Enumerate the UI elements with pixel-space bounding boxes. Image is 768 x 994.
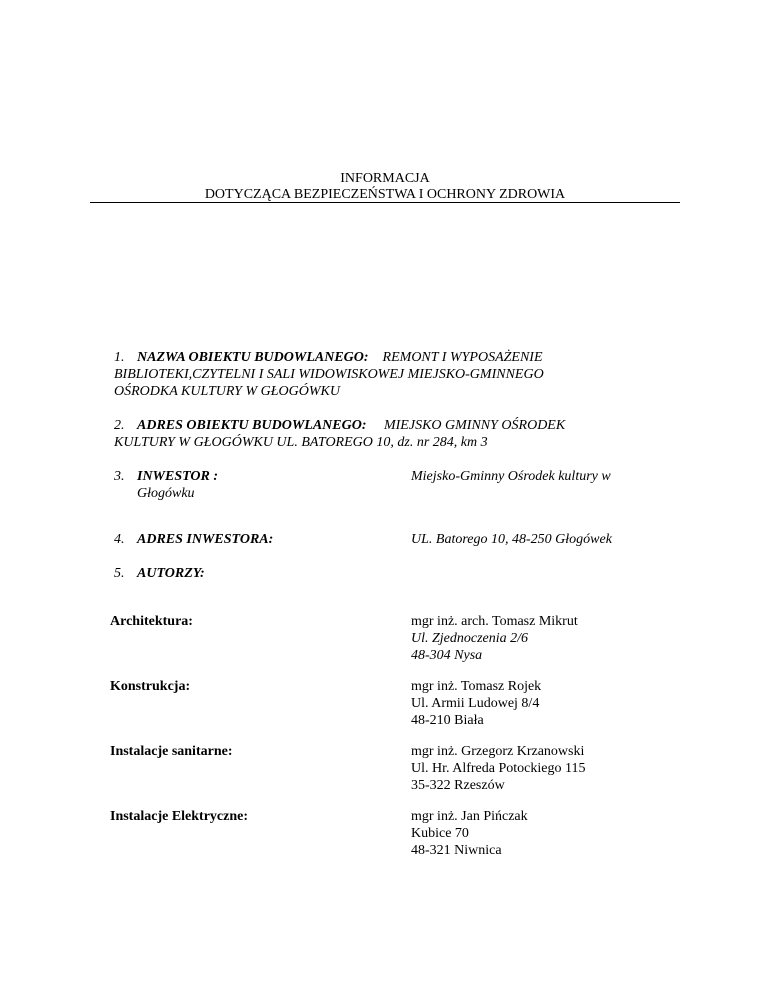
item-5-label: AUTORZY: <box>137 566 205 581</box>
item-2-value: MIEJSKO GMINNY OŚRODEK <box>383 418 566 433</box>
item-1-label: NAZWA OBIEKTU BUDOWLANEGO: <box>137 350 369 365</box>
author-details <box>411 613 578 664</box>
doc-title-line2: DOTYCZĄCA BEZPIECZEŃSTWA I OCHRONY ZDROWIA <box>204 187 566 202</box>
author-address-line1: Ul. Armii Ludowej 8/4 <box>411 696 540 711</box>
author-address-line2: 48-304 Nysa <box>411 648 483 663</box>
author-details <box>411 808 528 859</box>
author-role: Konstrukcja: <box>110 679 191 694</box>
author-role: Instalacje sanitarne: <box>110 744 233 759</box>
item-3-label: INWESTOR : <box>137 469 219 484</box>
item-1-number: 1. <box>114 350 125 365</box>
item-2-value-line2: KULTURY W GŁOGÓWKU UL. BATOREGO 10, dz. nr 284, km 3 <box>114 435 488 450</box>
author-address-line1: Ul. Zjednoczenia 2/6 <box>411 631 529 646</box>
item-5-number: 5. <box>114 566 125 581</box>
item-4-value: UL. Batorego 10, 48-250 Głogówek <box>411 532 612 547</box>
author-role: Architektura: <box>110 614 193 629</box>
item-4-label: ADRES INWESTORA: <box>137 532 274 547</box>
author-name: mgr inż. arch. Tomasz Mikrut <box>411 614 578 629</box>
item-1-value-line3: OŚRODKA KULTURY W GŁOGÓWKU <box>114 384 340 399</box>
item-4-number: 4. <box>114 532 125 547</box>
author-address-line1: Ul. Hr. Alfreda Potockiego 115 <box>411 761 586 776</box>
author-name: mgr inż. Grzegorz Krzanowski <box>411 744 585 759</box>
author-details <box>411 678 541 729</box>
author-name: mgr inż. Jan Pińczak <box>411 809 528 824</box>
item-2-text <box>137 417 677 434</box>
item-1-value-line2: BIBLIOTEKI,CZYTELNI I SALI WIDOWISKOWEJ MIEJSKO-GMINNEGO <box>114 367 544 382</box>
author-address-line1: Kubice 70 <box>411 826 469 841</box>
item-2-number: 2. <box>114 418 125 433</box>
author-address-line2: 48-321 Niwnica <box>411 843 502 858</box>
item-2-label: ADRES OBIEKTU BUDOWLANEGO: <box>137 418 367 433</box>
item-3-value-line2: Głogówku <box>137 486 195 501</box>
doc-title-line1: INFORMACJA <box>340 171 430 186</box>
item-1-text <box>137 349 677 366</box>
author-address-line2: 35-322 Rzeszów <box>411 778 505 793</box>
author-role: Instalacje Elektryczne: <box>110 809 249 824</box>
author-address-line2: 48-210 Biała <box>411 713 484 728</box>
header-rule <box>90 202 680 203</box>
item-3-value: Miejsko-Gminny Ośrodek kultury w <box>411 469 611 484</box>
author-name: mgr inż. Tomasz Rojek <box>411 679 542 694</box>
item-1-value: REMONT I WYPOSAŻENIE <box>382 350 543 365</box>
author-details <box>411 743 585 794</box>
item-3-number: 3. <box>114 469 125 484</box>
